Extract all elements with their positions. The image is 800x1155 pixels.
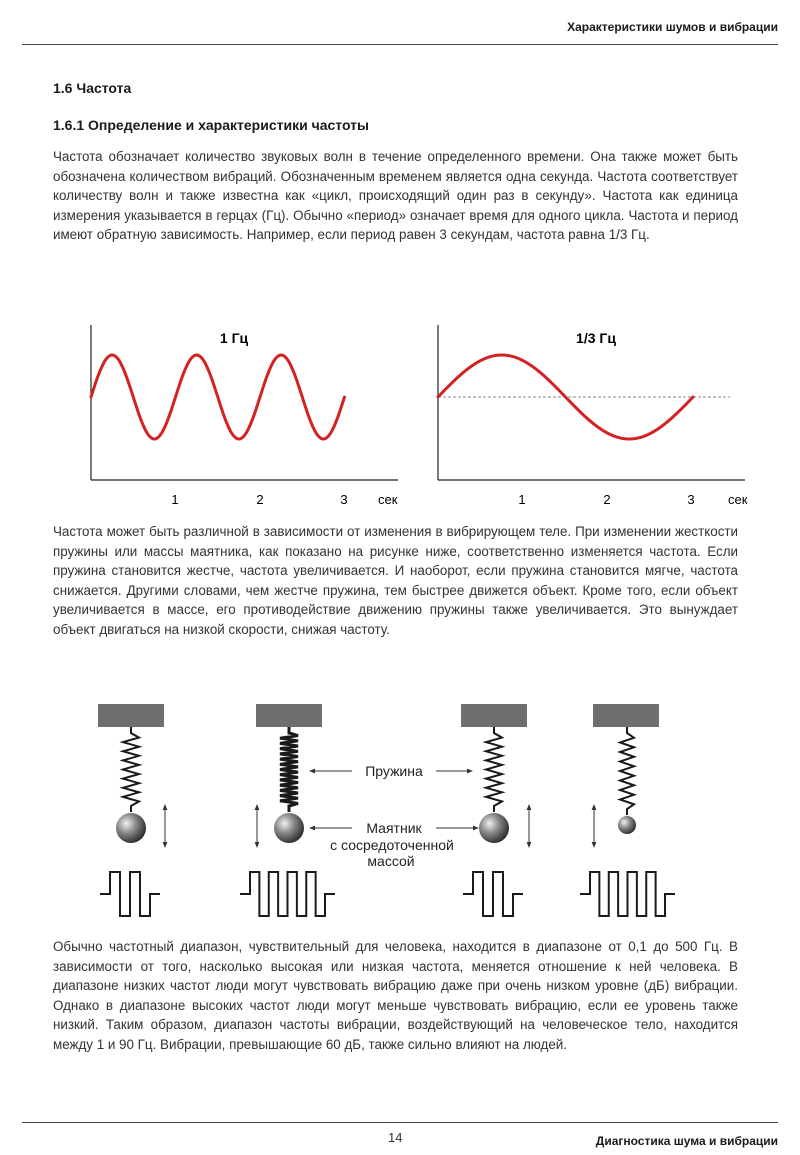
chart-third-hz-tick-2: 2 [603, 492, 611, 507]
mass-label-line-3: массой [367, 853, 415, 869]
footer-title: Диагностика шума и вибрации [595, 1134, 778, 1148]
mass-label [312, 820, 476, 869]
chart-third-hz-tick-3: 3 [687, 492, 695, 507]
paragraph-spring-mass: Частота может быть различной в зависимости от изменения в вибрирующем теле. При изменении жесткости пружины или массы маятника, как показано на рисунке ниже, соответственно изменяется частота. Если пружина становится жестче, частота увеличивается. И наоборот, если пружина становится мягче, частота снижается. Другими словами, чем жестче пружина, тем быстрее движется объект. Кроме того, если объект увеличивается в массе, его противодействие движению пружины также увеличивается. Это вынуждает объект двигаться на низкой скорости, снижая частоту. [53, 524, 738, 637]
vibration-wave [580, 872, 675, 916]
mount-block [461, 704, 527, 727]
paragraph-human-range: Обычно частотный диапазон, чувствительный для человека, находится в диапазоне от 0,1 до 500 Гц. В зависимости от того, насколько высокая или низкая частота, меняется отношение к ней человека. В диапазоне низких частот люди могут чувствовать вибрацию даже при очень низком уровне (дБ) вибрации. Однако в диапазоне высоких частот люди могут меньше чувствовать вибрацию, если ее уровень также низкий. Таким образом, диапазон частоты вибрации, воздействующий на человеческое тело, находится между 1 и 90 Гц. Вибрации, превышающие 60 дБ, также сильно влияют на людей. [53, 939, 738, 1052]
spring-unit-1 [98, 704, 165, 916]
mass-label-line-1: Маятник [366, 820, 422, 836]
subsection-title: 1.6.1 Определение и характеристики частоты [53, 117, 369, 133]
spring-unit-2 [240, 704, 335, 916]
chart-1hz-series-line [91, 355, 345, 439]
spring-label [312, 763, 470, 779]
footer-rule [22, 1122, 778, 1123]
paragraph-definition: Частота обозначает количество звуковых волн в течение определенного времени. Она также может быть обозначена количеством вибраций. Обозначенным временем является одна секунда. Частота соответствует количеству волн и также известна как «цикл, происходящий один раз в секунду». Частота как единица измерения указывается в герцах (Гц). Обычно «период» означает время для одного цикла. Частота и период имеют обратную зависимость. Например, если период равен 3 секундам, частота равна 1/3 Гц. [53, 149, 738, 243]
spring-icon [280, 727, 298, 812]
spring-mass-figure [0, 695, 800, 925]
chart-third-hz-xlabel: сек [728, 492, 748, 507]
mass-ball [479, 813, 509, 843]
page-number: 14 [388, 1130, 403, 1145]
page-header-title: Характеристики шумов и вибрации [567, 20, 778, 34]
spring-unit-4 [580, 704, 675, 916]
chart-third-hz [438, 325, 748, 507]
vibration-wave [240, 872, 335, 916]
vibration-wave [100, 872, 160, 916]
mount-block [256, 704, 322, 727]
chart-1hz [91, 325, 398, 507]
vibration-wave [463, 872, 523, 916]
mass-ball [618, 816, 636, 834]
chart-third-hz-title: 1/3 Гц [576, 330, 616, 346]
mount-block [98, 704, 164, 727]
mass-ball [274, 813, 304, 843]
mass-ball [116, 813, 146, 843]
spring-icon [620, 727, 634, 815]
chart-1hz-tick-3: 3 [340, 492, 348, 507]
spring-icon [123, 727, 139, 812]
chart-1hz-tick-1: 1 [171, 492, 179, 507]
header-rule [22, 44, 778, 45]
frequency-charts [0, 310, 800, 515]
spring-label-text: Пружина [365, 763, 423, 779]
section-title: 1.6 Частота [53, 80, 132, 96]
chart-1hz-title: 1 Гц [219, 330, 249, 346]
mount-block [593, 704, 659, 727]
chart-1hz-tick-2: 2 [256, 492, 264, 507]
mass-label-line-2: с сосредоточенной [330, 837, 454, 853]
spring-icon [486, 727, 502, 812]
spring-unit-3 [461, 704, 529, 916]
chart-1hz-xlabel: сек [378, 492, 398, 507]
chart-third-hz-tick-1: 1 [518, 492, 526, 507]
